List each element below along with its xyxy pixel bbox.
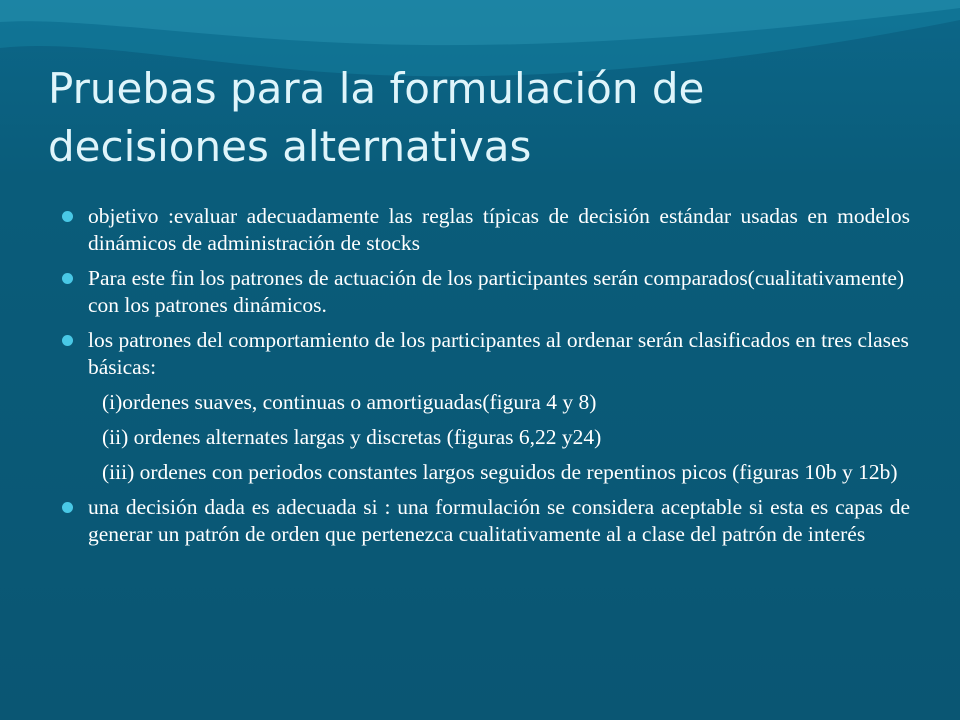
bullet-list xyxy=(60,203,910,556)
slide-title: Pruebas para la formulación de decisiones alternativas xyxy=(48,64,705,171)
bullet-item-classification: los patrones del comportamiento de los participantes al ordenar serán clasificados en tres clases básicas: xyxy=(60,327,910,381)
sub-item-ii: (ii) ordenes alternates largas y discretas (figuras 6,22 y24) xyxy=(102,425,602,449)
sub-item-iii: (iii) ordenes con periodos constantes largos seguidos de repentinos picos (figuras 10b y 12b) xyxy=(102,460,898,484)
bullet-item-purpose: Para este fin los patrones de actuación de los participantes serán comparados(cualitativamente) con los patrones dinámicos. xyxy=(60,265,910,319)
bullet-item-adequacy: una decisión dada es adecuada si : una formulación se considera aceptable si esta es capas de generar un patrón de orden que pertenezca cualitativamente al a clase del patrón de interés xyxy=(60,494,910,548)
bullet-item-objective: objetivo :evaluar adecuadamente las reglas típicas de decisión estándar usadas en modelos dinámicos de administración de stocks xyxy=(60,203,910,257)
sub-item-i: (i)ordenes suaves, continuas o amortiguadas(figura 4 y 8) xyxy=(102,390,597,414)
